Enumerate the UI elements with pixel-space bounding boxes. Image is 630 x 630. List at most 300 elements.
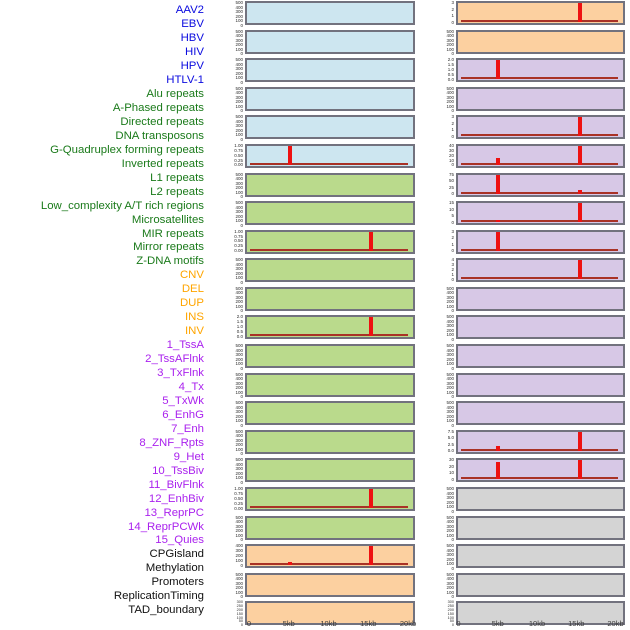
right-x-axis [456, 620, 625, 630]
y-tick-label: 500 [446, 514, 454, 520]
y-tick-label: 400 [235, 376, 243, 382]
y-tick-label: 500 [446, 314, 454, 320]
y-tick-label: 400 [235, 204, 243, 210]
y-tick-label: 200 [235, 99, 243, 105]
y-tick-label: 1.00 [234, 228, 243, 234]
y-tick-label: 500 [235, 343, 243, 349]
y-tick-label: 200 [446, 327, 454, 333]
y-tick-label: 5 [451, 213, 454, 219]
track-label: 11_BivFlnk [148, 478, 204, 491]
track-label: Alu repeats [146, 87, 204, 100]
y-tick-label: 400 [235, 176, 243, 182]
y-tick-label: 20 [448, 152, 454, 158]
x-axis-tick-label: 15kb [360, 619, 377, 628]
track-label: DUP [179, 297, 204, 310]
track-panel-L2 repeats [245, 373, 415, 397]
y-tick-stack [435, 571, 454, 600]
y-tick-label: 400 [235, 61, 243, 67]
y-tick-label: 300 [235, 380, 243, 386]
y-tick-label: 100 [235, 418, 243, 424]
y-tick-label: 200 [235, 385, 243, 391]
track-label: 7_Enh [171, 422, 204, 435]
track-label: MIR repeats [141, 227, 204, 240]
signal-spike [578, 260, 582, 279]
y-tick-label: 200 [446, 499, 454, 505]
signal-baseline [250, 163, 408, 165]
y-tick-label: 200 [235, 585, 243, 591]
y-tick-label: 300 [235, 523, 243, 529]
track-label: HIV [185, 46, 204, 59]
y-tick-label: 400 [446, 490, 454, 496]
track-panel-Directed repeats [245, 230, 415, 254]
y-tick-label: 100 [446, 561, 454, 567]
track-label: EBV [181, 18, 204, 31]
y-tick-label: 400 [446, 547, 454, 553]
y-tick-label: 0.5 [236, 329, 243, 335]
y-tick-label: 200 [446, 413, 454, 419]
signal-baseline [250, 334, 408, 336]
y-tick-label: 300 [446, 523, 454, 529]
track-panel-ReplicationTiming [456, 573, 625, 597]
y-tick-stack [435, 543, 454, 571]
track-panel-CNV [245, 544, 415, 568]
y-tick-label: 0.50 [234, 238, 243, 244]
y-tick-label: 2 [451, 235, 454, 241]
y-tick-label: 100 [446, 303, 454, 309]
y-tick-label: 100 [446, 504, 454, 510]
y-tick-label: 10 [448, 206, 454, 212]
x-axis-tick-label: 20kb [399, 619, 417, 628]
y-tick-label: 300 [446, 94, 454, 100]
track-panel-HPV [245, 115, 415, 139]
y-tick-label: 100 [235, 18, 243, 23]
y-tick-label: 300 [235, 352, 243, 358]
y-tick-label: 100 [235, 189, 243, 195]
track-panel-CPGisland [456, 487, 625, 511]
y-tick-label: 10 [448, 157, 454, 163]
track-panel-12_EnhBiv [456, 373, 625, 397]
y-tick-stack [224, 400, 243, 428]
y-tick-label: 100 [235, 103, 243, 109]
track-label: 10_TssBiv [152, 464, 204, 477]
track-label: HBV [180, 32, 204, 45]
track-panel-HBV [245, 58, 415, 82]
y-tick-stack [435, 285, 454, 314]
y-tick-label: 400 [235, 90, 243, 96]
y-tick-label: 200 [446, 385, 454, 391]
y-tick-label: 0 [240, 422, 243, 428]
y-tick-label: 2.0 [236, 314, 243, 320]
y-tick-label: 1 [451, 241, 454, 247]
left-y-axis-ticks [224, 0, 243, 630]
y-tick-label: 200 [235, 470, 243, 476]
y-tick-label: 400 [235, 33, 243, 39]
y-tick-label: 20 [448, 463, 454, 469]
track-panel-4_Tx [456, 144, 625, 168]
y-tick-label: 0.25 [234, 157, 243, 163]
signal-spike [496, 462, 500, 479]
y-tick-label: 300 [235, 180, 243, 186]
signal-spike [496, 446, 500, 451]
track-label: 2_TssAFlnk [145, 353, 204, 366]
track-panel-Methylation [456, 516, 625, 540]
track-panel-3_TxFlnk [456, 115, 625, 139]
y-tick-label: 100 [235, 389, 243, 395]
right-y-axis-ticks [435, 0, 454, 630]
track-label: Low_complexity A/T rich regions [40, 199, 204, 212]
y-tick-label: 0 [240, 479, 243, 485]
y-tick-label: 0 [451, 219, 454, 225]
y-tick-label: 500 [446, 28, 454, 34]
y-tick-stack [224, 371, 243, 400]
y-tick-label: 300 [447, 600, 454, 605]
track-panel-Low_complexity A/T rich regions [245, 401, 415, 425]
y-tick-stack [224, 343, 243, 371]
y-tick-label: 0.00 [234, 248, 243, 254]
y-tick-label: 200 [236, 607, 243, 612]
signal-baseline [461, 163, 618, 165]
y-tick-label: 0 [240, 394, 243, 400]
y-tick-label: 400 [446, 347, 454, 353]
y-tick-label: 400 [446, 290, 454, 296]
track-panel-G-Quadruplex forming repeats [245, 287, 415, 311]
y-tick-stack [224, 0, 243, 28]
y-tick-label: 200 [446, 356, 454, 362]
y-tick-label: 100 [235, 361, 243, 367]
signal-baseline [461, 134, 618, 136]
y-tick-label: 0.75 [234, 490, 243, 496]
y-tick-label: 30 [448, 147, 454, 153]
track-label: 8_ZNF_Rpts [139, 436, 204, 449]
y-tick-label: 50 [449, 619, 454, 624]
track-panel-Microsatellites [245, 430, 415, 454]
y-tick-label: 100 [235, 475, 243, 481]
y-tick-label: 500 [446, 543, 454, 549]
track-label: ReplicationTiming [113, 590, 204, 603]
y-tick-label: 500 [235, 57, 243, 63]
y-tick-label: 500 [235, 257, 243, 263]
y-tick-stack [224, 285, 243, 314]
y-tick-label: 500 [446, 85, 454, 91]
track-label: 15_Quies [155, 534, 204, 547]
y-tick-label: 0 [451, 508, 454, 514]
y-tick-label: 400 [235, 290, 243, 296]
y-tick-stack [224, 571, 243, 600]
track-label: 9_Het [173, 450, 204, 463]
y-tick-label: 0 [451, 394, 454, 400]
y-tick-label: 300 [235, 94, 243, 100]
y-tick-label: 500 [446, 400, 454, 406]
y-tick-label: 200 [235, 42, 243, 48]
track-panel-INS [456, 1, 625, 25]
y-tick-stack [435, 371, 454, 400]
y-tick-stack [435, 400, 454, 428]
y-tick-label: 300 [235, 66, 243, 72]
y-tick-label: 400 [235, 433, 243, 439]
y-tick-label: 1 [451, 271, 454, 277]
y-tick-label: 0.25 [234, 500, 243, 506]
y-tick-label: 3 [451, 114, 454, 120]
y-tick-label: 150 [236, 611, 243, 616]
track-panel-6_EnhG [456, 201, 625, 225]
signal-spike [369, 489, 373, 508]
y-tick-label: 0.5 [447, 71, 454, 77]
track-label-column [0, 4, 204, 618]
y-tick-label: 0.50 [234, 152, 243, 158]
track-panel-L1 repeats [245, 344, 415, 368]
track-label: Z-DNA motifs [136, 255, 204, 268]
y-tick-label: 100 [235, 446, 243, 452]
y-tick-label: 500 [446, 486, 454, 492]
signal-spike [496, 60, 500, 79]
y-tick-label: 200 [446, 528, 454, 534]
track-panel-9_Het [456, 287, 625, 311]
signal-baseline [461, 249, 618, 251]
y-tick-label: 300 [235, 548, 243, 554]
track-label: CNV [179, 269, 204, 282]
y-tick-label: 500 [446, 571, 454, 577]
signal-spike [496, 232, 500, 251]
signal-baseline [461, 192, 618, 194]
y-tick-label: 500 [446, 371, 454, 377]
y-tick-label: 300 [235, 437, 243, 443]
signal-baseline [250, 249, 408, 251]
track-label: INV [185, 325, 204, 338]
y-tick-label: 1.0 [447, 66, 454, 72]
y-tick-label: 0 [451, 108, 454, 114]
y-tick-label: 0 [451, 336, 454, 342]
y-tick-label: 0 [240, 222, 243, 228]
y-tick-label: 0.75 [234, 233, 243, 239]
y-tick-stack [435, 115, 454, 139]
y-tick-label: 100 [446, 389, 454, 395]
x-axis-tick-label: 0 [246, 619, 252, 628]
y-tick-label: 500 [235, 114, 243, 120]
y-tick-label: 200 [235, 413, 243, 419]
y-tick-stack [435, 514, 454, 543]
y-tick-stack [435, 430, 454, 454]
x-axis-tick-label: 20kb [607, 619, 624, 628]
y-tick-label: 0.75 [234, 147, 243, 153]
y-tick-stack [435, 58, 454, 82]
signal-baseline [461, 277, 618, 279]
track-label: Methylation [145, 562, 204, 575]
left-x-axis [245, 620, 415, 630]
y-tick-label: 4 [451, 257, 454, 263]
y-tick-label: 200 [235, 299, 243, 305]
y-tick-label: 100 [446, 532, 454, 538]
y-tick-label: 400 [446, 519, 454, 525]
signal-spike [369, 232, 373, 251]
y-tick-label: 3 [451, 228, 454, 234]
y-tick-label: 500 [235, 457, 243, 463]
y-tick-label: 5.0 [447, 435, 454, 441]
y-tick-label: 300 [235, 9, 243, 14]
track-panel-15_Quies [456, 458, 625, 482]
y-tick-label: 400 [446, 90, 454, 96]
y-tick-label: 0 [451, 191, 454, 197]
y-tick-label: 400 [446, 576, 454, 582]
y-tick-label: 3 [451, 262, 454, 268]
y-tick-label: 200 [446, 556, 454, 562]
x-axis-tick-label: 5kb [491, 619, 504, 628]
y-tick-label: 300 [446, 580, 454, 586]
y-tick-label: 300 [446, 552, 454, 558]
y-tick-label: 200 [446, 299, 454, 305]
signal-spike [578, 117, 582, 136]
y-tick-stack [224, 544, 243, 568]
track-label: 1_TssA [166, 339, 204, 352]
y-tick-label: 0 [240, 451, 243, 457]
y-tick-label: 0 [451, 623, 454, 628]
y-tick-label: 300 [235, 123, 243, 129]
y-tick-stack [224, 457, 243, 485]
signal-baseline [461, 20, 618, 22]
signal-spike [369, 546, 373, 565]
y-tick-label: 300 [446, 409, 454, 415]
y-tick-label: 0 [451, 422, 454, 428]
y-tick-label: 0 [451, 594, 454, 600]
signal-baseline [461, 477, 618, 479]
y-tick-label: 300 [446, 380, 454, 386]
y-tick-stack [435, 201, 454, 225]
track-panel-7_Enh [456, 230, 625, 254]
track-label: L1 repeats [150, 171, 204, 184]
signal-spike [578, 190, 582, 194]
y-tick-stack [224, 257, 243, 285]
y-tick-label: 1.0 [236, 324, 243, 330]
y-tick-stack [224, 57, 243, 85]
y-tick-label: 500 [446, 343, 454, 349]
y-tick-label: 400 [235, 461, 243, 467]
y-tick-label: 300 [235, 466, 243, 472]
y-tick-label: 2 [451, 6, 454, 12]
y-tick-label: 0 [240, 365, 243, 371]
track-panel-HTLV-1 [245, 144, 415, 168]
y-tick-label: 500 [235, 200, 243, 206]
y-tick-label: 0.00 [234, 505, 243, 511]
y-tick-label: 200 [235, 552, 243, 558]
y-tick-label: 200 [235, 528, 243, 534]
track-label: Inverted repeats [121, 157, 204, 170]
signal-spike [578, 203, 582, 222]
y-tick-stack [224, 171, 243, 200]
y-tick-label: 0 [240, 279, 243, 285]
y-tick-label: 500 [235, 0, 243, 5]
y-tick-label: 150 [447, 611, 454, 616]
y-tick-label: 1.5 [447, 62, 454, 68]
y-tick-stack [435, 314, 454, 342]
track-panel-11_BivFlnk [456, 344, 625, 368]
y-tick-label: 100 [446, 361, 454, 367]
y-tick-label: 0 [451, 162, 454, 168]
y-tick-label: 0.50 [234, 495, 243, 501]
y-tick-label: 100 [235, 303, 243, 309]
y-tick-label: 0 [451, 133, 454, 139]
signal-spike [496, 175, 500, 193]
y-tick-label: 0 [240, 79, 243, 85]
y-tick-label: 0 [451, 308, 454, 314]
track-panel-8_ZNF_Rpts [456, 258, 625, 282]
y-tick-label: 100 [446, 589, 454, 595]
y-tick-label: 0.0 [236, 333, 243, 339]
y-tick-label: 30 [448, 457, 454, 463]
y-tick-label: 0 [240, 108, 243, 114]
y-tick-label: 400 [235, 347, 243, 353]
y-tick-label: 0 [240, 308, 243, 314]
y-tick-label: 0 [240, 136, 243, 142]
track-panel-HIV [245, 87, 415, 111]
y-tick-label: 500 [235, 400, 243, 406]
y-tick-label: 0 [451, 476, 454, 482]
signal-spike [288, 146, 292, 165]
y-tick-label: 50 [238, 619, 243, 624]
track-label: Directed repeats [120, 115, 204, 128]
y-tick-label: 3 [451, 0, 454, 5]
y-tick-label: 100 [235, 557, 243, 563]
y-tick-label: 100 [235, 46, 243, 52]
y-tick-label: 200 [235, 270, 243, 276]
y-tick-stack [435, 1, 454, 25]
y-tick-label: 1.00 [234, 486, 243, 492]
y-tick-label: 0 [451, 276, 454, 282]
y-tick-label: 400 [446, 33, 454, 39]
y-tick-label: 200 [235, 442, 243, 448]
track-panel-Z-DNA motifs [245, 516, 415, 540]
x-axis-tick-label: 5kb [282, 619, 295, 628]
y-tick-label: 100 [235, 218, 243, 224]
track-panel-14_ReprPCWk [456, 430, 625, 454]
y-tick-label: 500 [235, 514, 243, 520]
y-tick-stack [224, 114, 243, 142]
track-label: 13_ReprPC [144, 506, 204, 519]
signal-spike [288, 562, 292, 565]
y-tick-label: 0 [451, 51, 454, 57]
y-tick-label: 1 [451, 13, 454, 18]
track-label: TAD_boundary [128, 604, 204, 617]
y-tick-label: 100 [447, 615, 454, 620]
x-axis-tick-label: 15kb [568, 619, 585, 628]
track-label: DEL [181, 283, 204, 296]
y-tick-label: 400 [235, 543, 243, 549]
signal-spike [496, 158, 500, 165]
y-tick-label: 500 [235, 571, 243, 577]
y-tick-label: 500 [235, 28, 243, 34]
y-tick-label: 2.5 [447, 441, 454, 447]
track-label: 6_EnhG [162, 408, 204, 421]
track-panel-A-Phased repeats [245, 201, 415, 225]
y-tick-label: 400 [235, 519, 243, 525]
y-tick-stack [224, 200, 243, 228]
y-tick-label: 40 [448, 142, 454, 148]
y-tick-label: 0 [240, 22, 243, 28]
track-label: CPGisland [149, 548, 204, 561]
track-panel-INV [456, 30, 625, 54]
y-tick-label: 100 [446, 418, 454, 424]
y-tick-stack [224, 315, 243, 339]
track-panel-Alu repeats [245, 173, 415, 197]
y-tick-label: 0 [240, 594, 243, 600]
y-tick-label: 100 [446, 332, 454, 338]
y-tick-label: 15 [448, 200, 454, 206]
y-tick-label: 400 [446, 376, 454, 382]
y-tick-label: 400 [235, 118, 243, 124]
signal-spike [578, 3, 582, 22]
y-tick-label: 0 [451, 537, 454, 543]
track-label: Microsatellites [131, 213, 204, 226]
track-label: 14_ReprPCWk [128, 520, 204, 533]
left-panel-column [245, 0, 415, 630]
